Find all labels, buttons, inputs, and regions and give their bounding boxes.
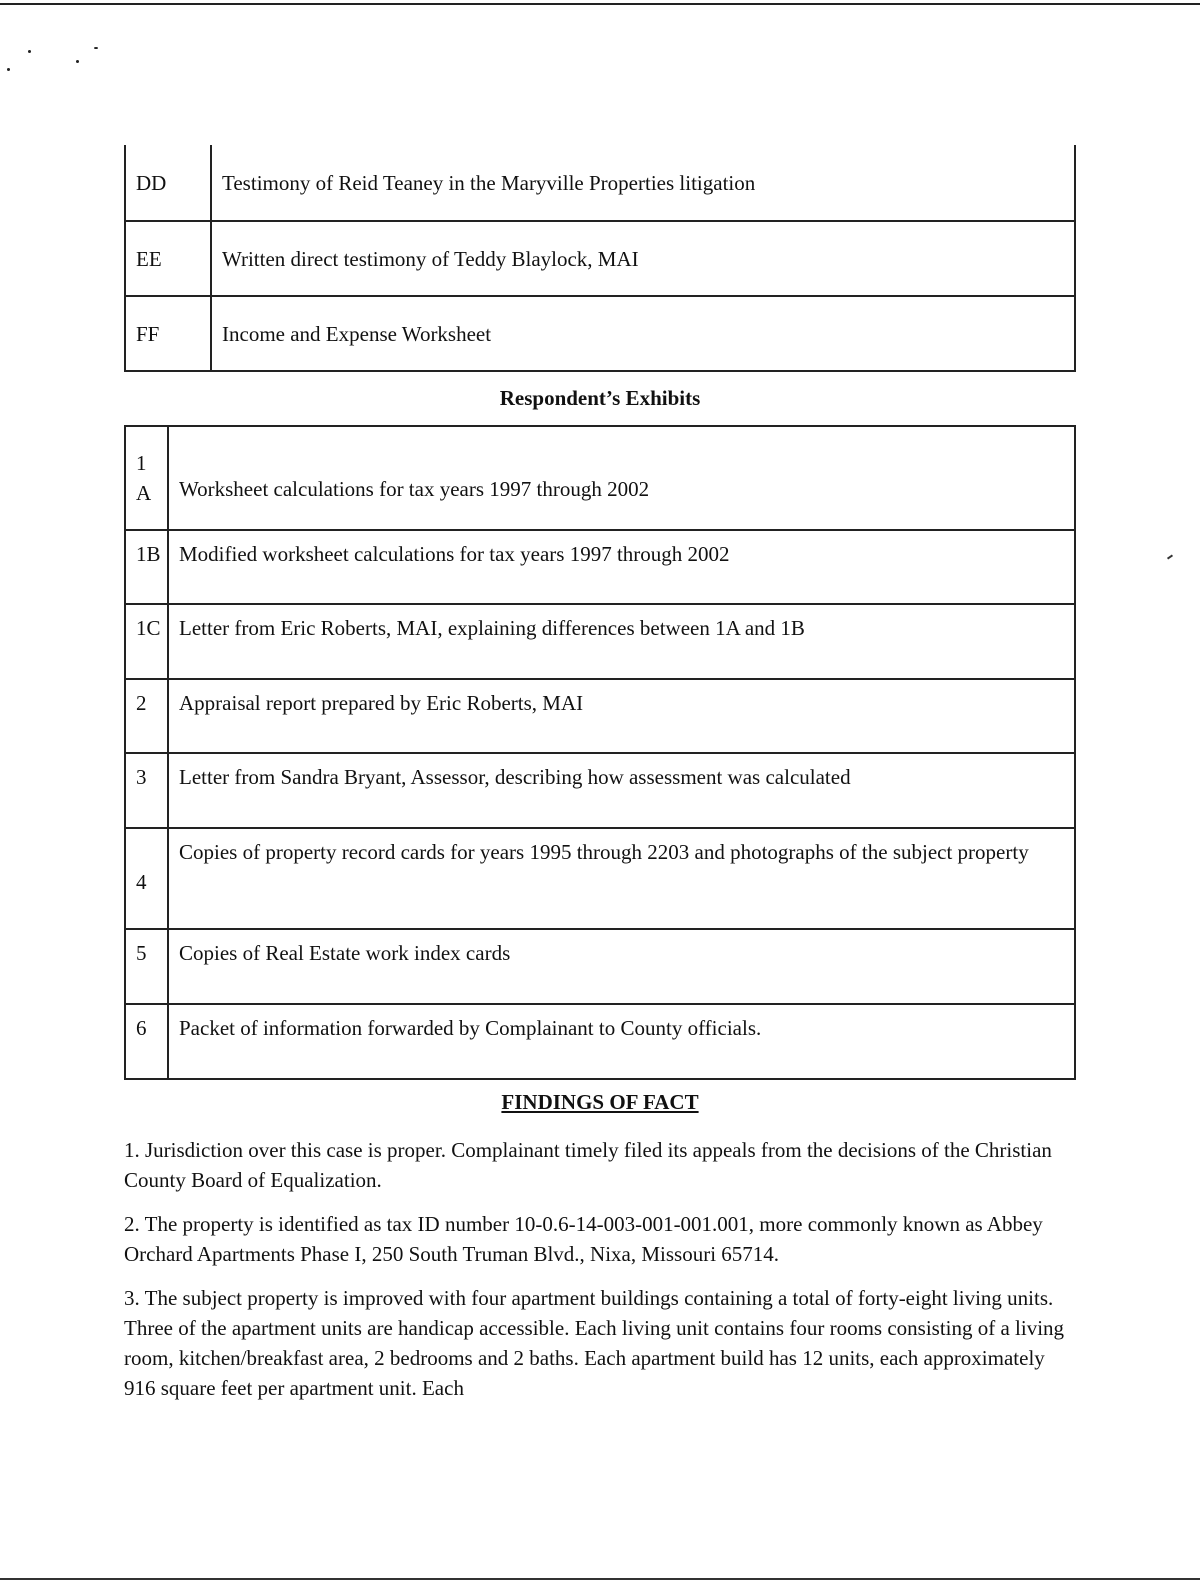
margin-mark — [1167, 554, 1173, 559]
table-row — [125, 929, 1075, 1004]
exhibit-code: 6 — [125, 1004, 168, 1079]
finding-paragraph: 3. The subject property is improved with four apartment buildings containing a total of forty-eight living units. Three of the apartment units are handicap accessible. Each living unit contains four rooms consisting of a living room, kitchen/breakfast area, 2 bedrooms and 2 baths. Each apartment build has 12 units, each approximately 916 square feet per apartment unit. Each — [124, 1286, 1065, 1400]
table-row — [125, 296, 1075, 371]
exhibit-description: Packet of information forwarded by Complainant to County officials. — [168, 1004, 1075, 1079]
table-row — [125, 679, 1075, 753]
exhibit-description: Letter from Eric Roberts, MAI, explaining differences between 1A and 1B — [168, 604, 1075, 679]
exhibit-description: Worksheet calculations for tax years 1997 through 2002 — [168, 426, 1075, 530]
respondent-exhibits-table — [124, 425, 1076, 1080]
table-row — [125, 828, 1075, 929]
exhibit-description: Appraisal report prepared by Eric Roberts, MAI — [168, 679, 1075, 753]
scan-speck — [7, 68, 10, 71]
exhibit-code: EE — [125, 221, 211, 296]
exhibit-code: DD — [125, 145, 211, 221]
bottom-scan-border — [0, 1578, 1200, 1580]
exhibit-description: Income and Expense Worksheet — [211, 296, 1075, 371]
respondent-exhibits-heading: Respondent’s Exhibits — [499, 386, 701, 410]
exhibit-description: Written direct testimony of Teddy Blaylock, MAI — [211, 221, 1075, 296]
table-row — [125, 426, 1075, 530]
exhibit-code: 2 — [125, 679, 168, 753]
exhibit-description: Copies of Real Estate work index cards — [168, 929, 1075, 1004]
top-scan-border — [0, 3, 1200, 5]
table-row — [125, 530, 1075, 604]
finding-paragraph: 1. Jurisdiction over this case is proper. Complainant timely filed its appeals from the decisions of the Christian County Board of Equalization. — [124, 1138, 1052, 1192]
exhibit-code — [125, 426, 168, 530]
table-row — [125, 753, 1075, 828]
scan-speck — [94, 47, 98, 49]
exhibit-code: 1B — [125, 530, 168, 604]
exhibit-description: Modified worksheet calculations for tax years 1997 through 2002 — [168, 530, 1075, 604]
petitioner-exhibits-table — [124, 145, 1076, 372]
exhibit-code: 5 — [125, 929, 168, 1004]
table-row — [125, 221, 1075, 296]
table-row — [125, 145, 1075, 221]
findings-of-fact-body — [124, 1135, 1069, 1417]
exhibit-code: FF — [125, 296, 211, 371]
table-row — [125, 604, 1075, 679]
findings-of-fact-heading: FINDINGS OF FACT — [501, 1090, 699, 1114]
exhibit-description: Letter from Sandra Bryant, Assessor, describing how assessment was calculated — [168, 753, 1075, 828]
table-row — [125, 1004, 1075, 1079]
scan-speck — [28, 50, 31, 53]
exhibit-description: Copies of property record cards for years 1995 through 2203 and photographs of the subject property — [168, 828, 1075, 929]
exhibit-code: 3 — [125, 753, 168, 828]
exhibit-code-line: 1 — [136, 451, 147, 475]
exhibit-description: Testimony of Reid Teaney in the Maryville Properties litigation — [211, 145, 1075, 221]
exhibit-code: 1C — [125, 604, 168, 679]
scan-speck — [76, 60, 79, 63]
finding-paragraph: 2. The property is identified as tax ID number 10-0.6-14-003-001-001.001, more commonly known as Abbey Orchard Apartments Phase I, 250 South Truman Blvd., Nixa, Missouri 65714. — [124, 1212, 1043, 1266]
exhibit-code: 4 — [125, 828, 168, 929]
exhibit-code-line: A — [136, 481, 152, 505]
